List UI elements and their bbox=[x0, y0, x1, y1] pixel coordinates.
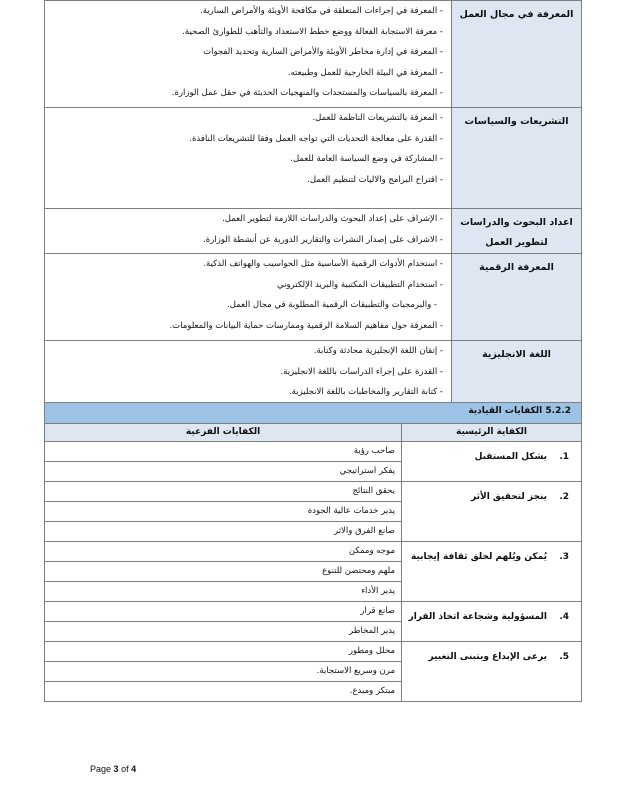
row-label: اعداد البحوث والدراسات لتطوير العمل bbox=[452, 209, 582, 254]
list-item: - المعرفة في البيئة الخارجية للعمل وطبيعته. bbox=[49, 63, 443, 84]
sub-competency: ملهم ومحتضن للتنوع bbox=[45, 562, 402, 582]
list-item: - المشاركة في وضع السياسة العامة للعمل. bbox=[49, 149, 443, 170]
list-item: - استخدام التطبيقات المكتبية والبريد الإلكتروني bbox=[49, 275, 443, 296]
table-row bbox=[45, 542, 582, 562]
row-items bbox=[45, 341, 452, 405]
core-competency bbox=[402, 542, 582, 602]
sub-competency: يدير الأداء bbox=[45, 582, 402, 602]
core-label: يُمكن ويُلهم لخلق ثقافة إيجابية bbox=[411, 552, 548, 562]
sub-competency: صانع الفرق والاثر bbox=[45, 522, 402, 542]
core-number: 3. bbox=[559, 552, 570, 562]
row-label: المعرفة الرقمية bbox=[452, 254, 582, 341]
core-column-header: الكفاية الرئيسية bbox=[402, 424, 582, 442]
core-label: المسؤولية وشجاعة اتخاذ القرار bbox=[408, 612, 548, 622]
leadership-table bbox=[44, 402, 582, 702]
row-label: المعرفة في مجال العمل bbox=[452, 1, 582, 108]
list-item: - والبرمجيات والتطبيقات الرقمية المطلوبة في مجال العمل. bbox=[49, 295, 443, 316]
list-item: - المعرفة حول مفاهيم السلامة الرقمية وممارسات حماية البيانات والمعلومات. bbox=[49, 316, 443, 337]
row-label: التشريعات والسياسات bbox=[452, 108, 582, 209]
row-items bbox=[45, 254, 452, 341]
core-competency bbox=[402, 642, 582, 702]
core-number: 1. bbox=[559, 452, 570, 462]
knowledge-table bbox=[44, 0, 582, 405]
list-item: - إتقان اللغة الإنجليزية محادثة وكتابة. bbox=[49, 341, 443, 362]
core-label: ينجز لتحقيق الأثر bbox=[471, 492, 548, 502]
list-item: - اقتراح البرامج والاليات لتنظيم العمل. bbox=[49, 170, 443, 191]
core-number: 5. bbox=[559, 652, 570, 662]
sub-column-header: الكفايات الفرعية bbox=[45, 424, 402, 442]
page-label: Page bbox=[90, 764, 112, 774]
list-item: - معرفة الاستجابة الفعالة ووضع خطط الاستعداد والتأهب للطوارئ الصحية. bbox=[49, 22, 443, 43]
table-row bbox=[45, 642, 582, 662]
knowledge-row bbox=[45, 108, 582, 209]
table-row bbox=[45, 442, 582, 462]
knowledge-row bbox=[45, 341, 582, 405]
column-header-row bbox=[45, 424, 582, 442]
page-total: 4 bbox=[131, 764, 137, 774]
list-item: - المعرفة بالسياسات والمستجدات والمنهجيات الحديثة في حقل عمل الوزارة. bbox=[49, 83, 443, 104]
core-competency bbox=[402, 482, 582, 542]
row-items bbox=[45, 1, 452, 108]
core-number: 4. bbox=[559, 612, 570, 622]
core-label: يشكل المستقبل bbox=[474, 452, 548, 462]
knowledge-row bbox=[45, 1, 582, 108]
core-label: يرعى الإبداع ويتبنى التغيير bbox=[428, 652, 548, 662]
sub-competency: مبتكر ومبدع. bbox=[45, 682, 402, 702]
row-label: اللغة الانجليزية bbox=[452, 341, 582, 405]
sub-competency: صانع قرار bbox=[45, 602, 402, 622]
sub-competency: يحقق النتائج bbox=[45, 482, 402, 502]
table-row bbox=[45, 602, 582, 622]
section-header-row bbox=[45, 403, 582, 424]
sub-competency: محلل ومطور bbox=[45, 642, 402, 662]
list-item: - المعرفة في إدارة مخاطر الأوبئة والأمراض السارية وتحديد الفجوات bbox=[49, 42, 443, 63]
knowledge-row bbox=[45, 209, 582, 254]
list-item: - المعرفة بالتشريعات الناظمة للعمل. bbox=[49, 108, 443, 129]
sub-competency: صاحب رؤية bbox=[45, 442, 402, 462]
core-competency bbox=[402, 602, 582, 642]
list-item: - كتابة التقارير والمخاطبات باللغة الانجليزية. bbox=[49, 382, 443, 403]
knowledge-row bbox=[45, 254, 582, 341]
list-item: - القدرة على إجراء الدراسات باللغة الانجليزية. bbox=[49, 362, 443, 383]
sub-competency: يفكر استراتيجي bbox=[45, 462, 402, 482]
page-footer bbox=[90, 764, 136, 774]
list-item: - القدرة على معالجة التحديات التي تواجه العمل وفقا للتشريعات النافذة. bbox=[49, 129, 443, 150]
section-title: 5.2.2 الكفايات القيادية bbox=[45, 403, 582, 424]
list-item: - استخدام الأدوات الرقمية الأساسية مثل الحواسيب والهواتف الذكية. bbox=[49, 254, 443, 275]
sub-competency: مرن وسريع الاستجابة. bbox=[45, 662, 402, 682]
of-label: of bbox=[121, 764, 129, 774]
page-number: 3 bbox=[113, 764, 119, 774]
core-competency bbox=[402, 442, 582, 482]
core-number: 2. bbox=[559, 492, 570, 502]
sub-competency: موجه وممكن bbox=[45, 542, 402, 562]
row-items bbox=[45, 209, 452, 254]
sub-competency: يدير خدمات عالية الجودة bbox=[45, 502, 402, 522]
row-items bbox=[45, 108, 452, 209]
sub-competency: يدير المخاطر bbox=[45, 622, 402, 642]
list-item: - الإشراف على إعداد البحوث والدراسات اللازمة لتطوير العمل. bbox=[49, 209, 443, 230]
table-row bbox=[45, 482, 582, 502]
list-item: - الاشراف على إصدار النشرات والتقارير الدورية عن أنشطة الوزارة. bbox=[49, 230, 443, 251]
list-item: - المعرفة في إجراءات المتعلقة في مكافحة الأوبئة والأمراض السارية. bbox=[49, 1, 443, 22]
